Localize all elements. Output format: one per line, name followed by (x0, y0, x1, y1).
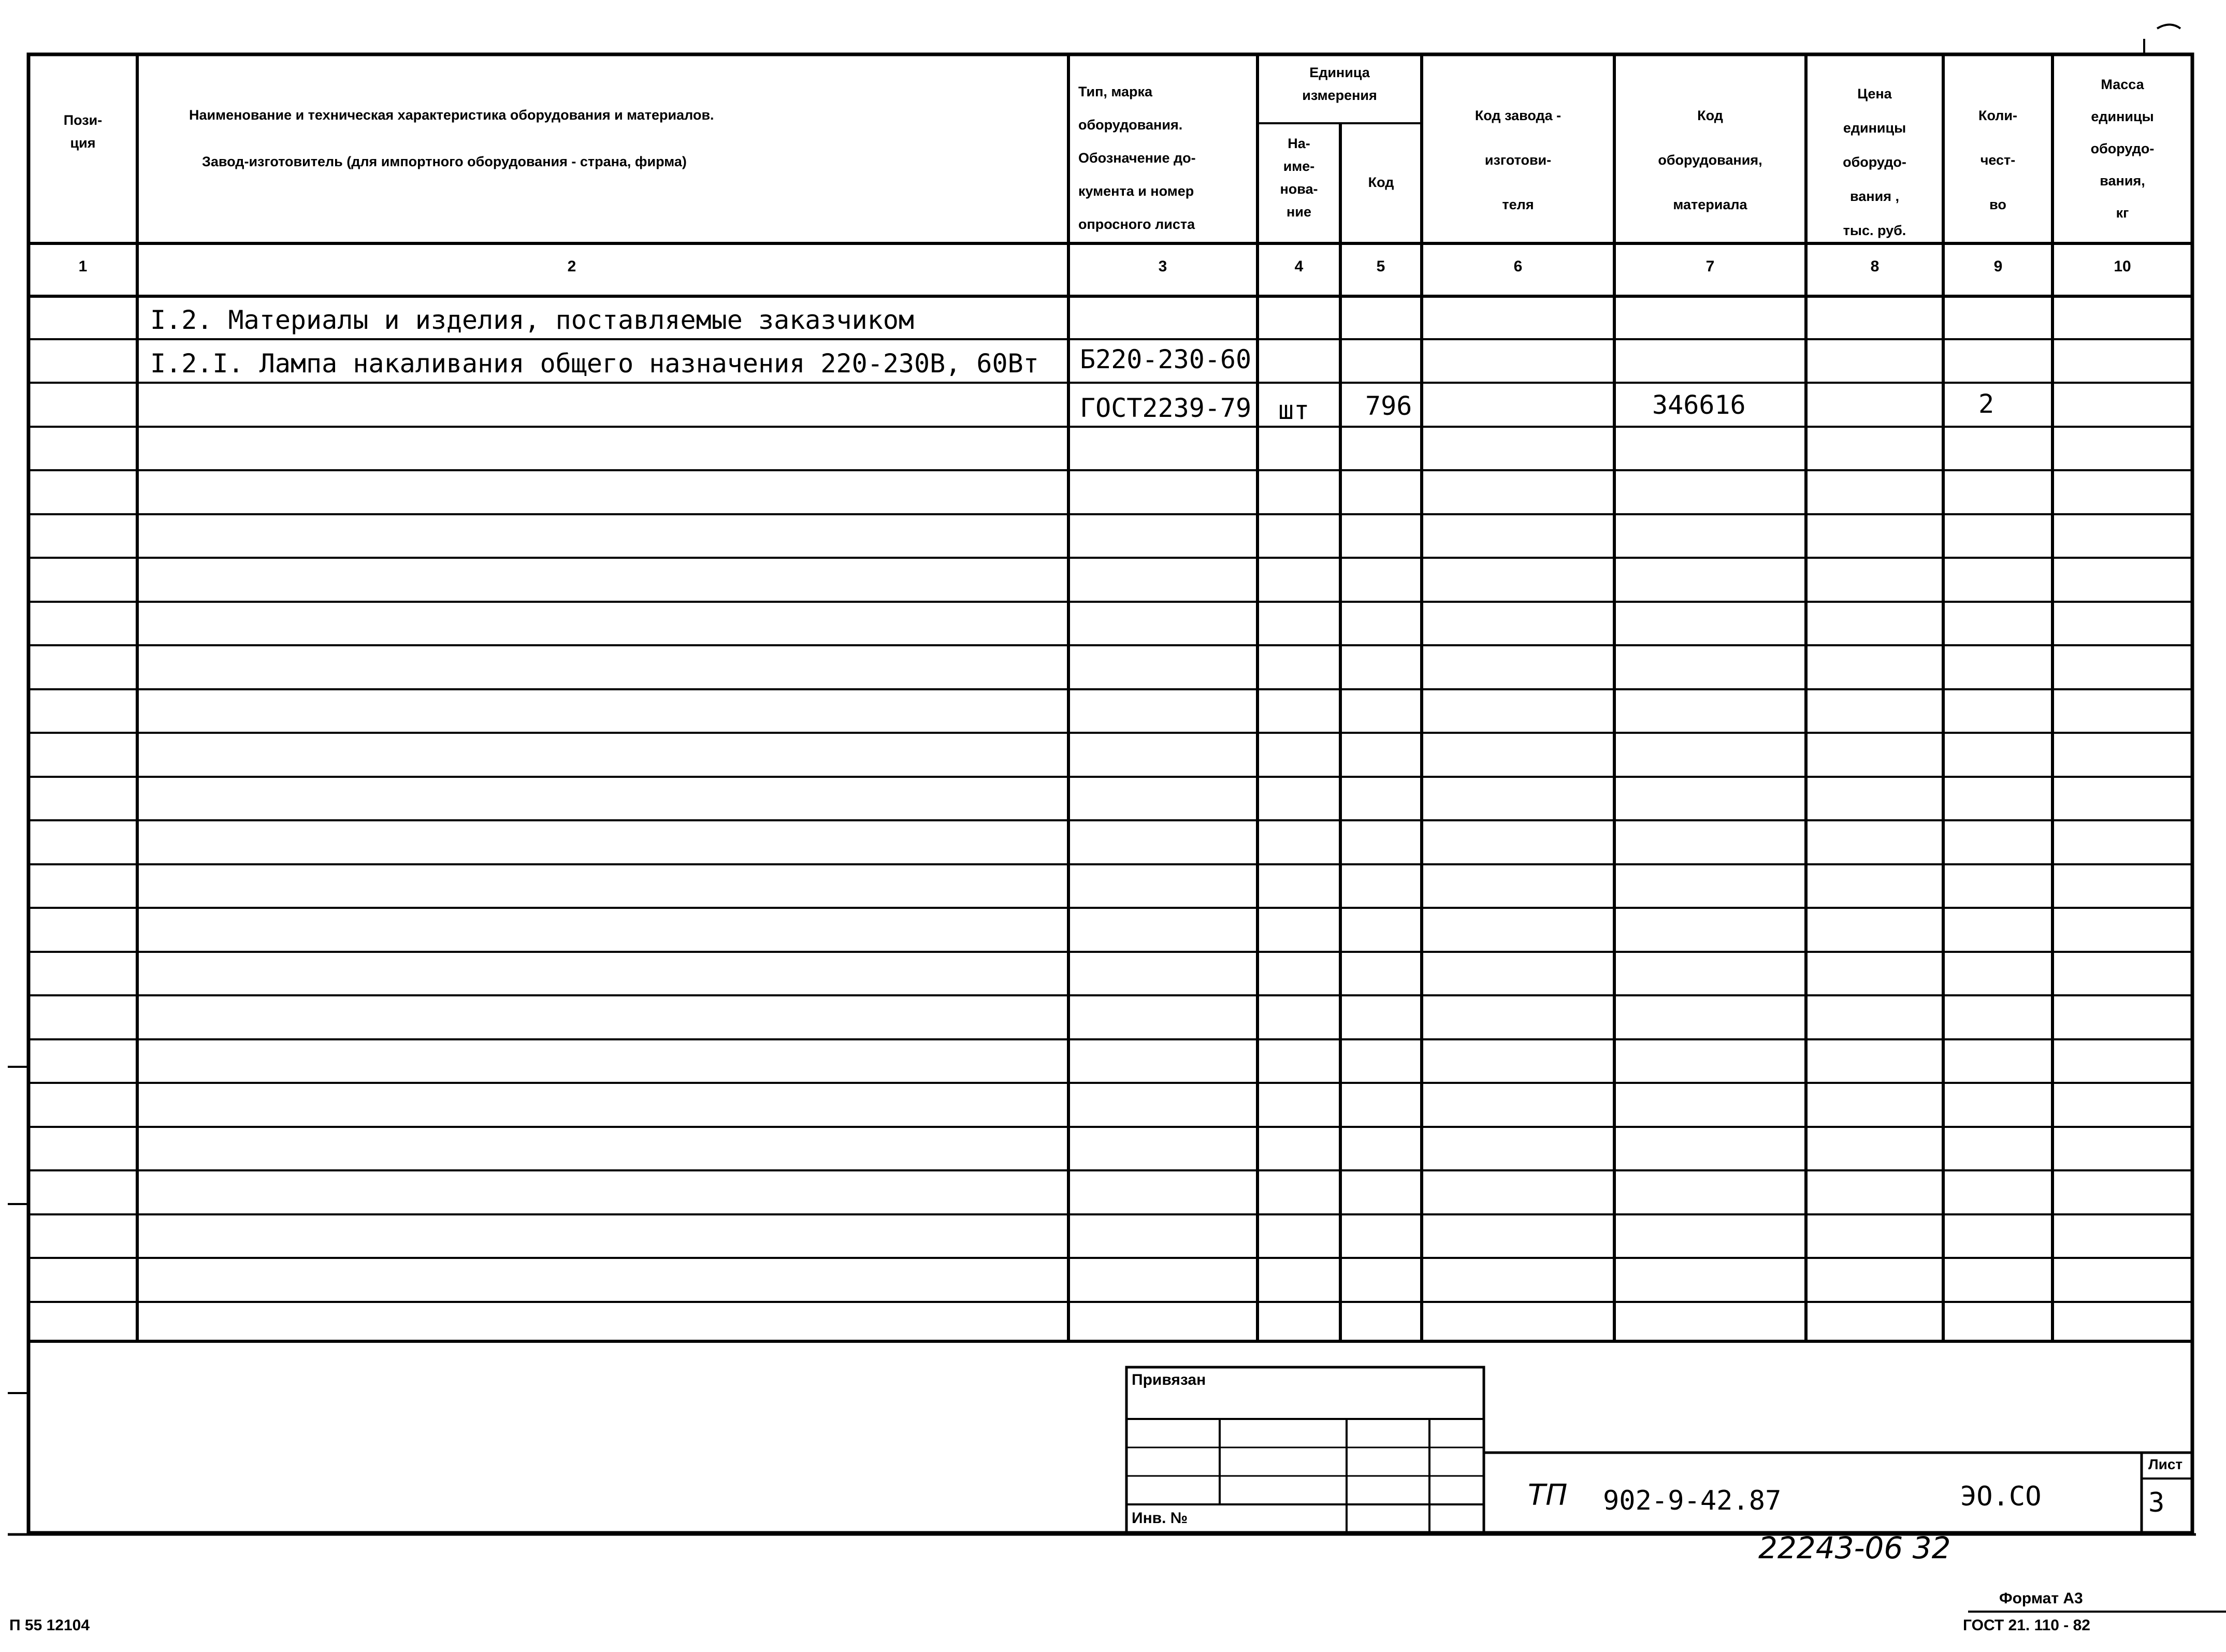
handwritten-number: 22243-06 32 (1758, 1530, 1951, 1566)
stamp-privyazan-label: Привязан (1132, 1371, 1206, 1388)
sheet-label: Лист (2148, 1456, 2183, 1472)
row-quantity: 2 (1978, 389, 1994, 419)
sheet-number: 3 (2148, 1487, 2165, 1518)
row-name: I.2. Материалы и изделия, поставляемые заказчиком (150, 305, 915, 335)
column-number: 5 (1376, 258, 1385, 275)
header-price: Цена единицы оборудо- вания , тыс. руб. (1843, 86, 1906, 238)
row-unit-code: 796 (1365, 391, 1412, 421)
column-number: 9 (1993, 258, 2003, 275)
stamp-inventory-label: Инв. № (1132, 1510, 1188, 1527)
header-type: Тип, марка оборудования. Обозначение до- кумента и номер опросного листа (1078, 84, 1196, 232)
column-number: 8 (1870, 258, 1880, 275)
gost-label: ГОСТ 21. 110 - 82 (1963, 1617, 2090, 1634)
format-label: Формат А3 (1999, 1590, 2083, 1607)
header-unit-name: На- име- нова- ние (1280, 136, 1318, 220)
column-number: 2 (567, 258, 576, 275)
header-position: Пози- ция (63, 112, 103, 151)
document-code: ЭО.СО (1960, 1481, 2042, 1512)
row-equipment-code: 346616 (1652, 390, 1746, 420)
row-unit: шт (1278, 395, 1310, 425)
header-equipment-code: Код оборудования, материала (1658, 108, 1762, 212)
document-prefix: ТП (1528, 1479, 1568, 1512)
document-number: 902-9-42.87 (1603, 1485, 1782, 1516)
header-mass: Масса единицы оборудо- вания, кг (2090, 77, 2155, 221)
column-number: 6 (1513, 258, 1523, 275)
header-quantity: Коли- чест- во (1978, 108, 2018, 212)
header-unit-code: Код (1368, 175, 1394, 190)
header-name-line1: Наименование и техническая характеристика оборудования и материалов. (189, 107, 714, 123)
column-number: 4 (1294, 258, 1304, 275)
header-unit: Единица измерения (1302, 65, 1377, 103)
left-footer-code: П 55 12104 (9, 1617, 90, 1634)
row-name: I.2.I. Лампа накаливания общего назначения 220-230В, 60Вт (150, 349, 1039, 379)
row-type: ГОСТ2239-79 (1080, 393, 1252, 423)
column-number: 10 (2114, 258, 2131, 275)
row-type: Б220-230-60 (1080, 344, 1252, 374)
header-name-line2: Завод-изготовитель (для импортного оборудования - страна, фирма) (202, 154, 687, 169)
column-number: 7 (1705, 258, 1715, 275)
header-factory-code: Код завода - изготови- теля (1475, 108, 1562, 212)
column-number: 1 (78, 258, 88, 275)
column-number: 3 (1158, 258, 1167, 275)
